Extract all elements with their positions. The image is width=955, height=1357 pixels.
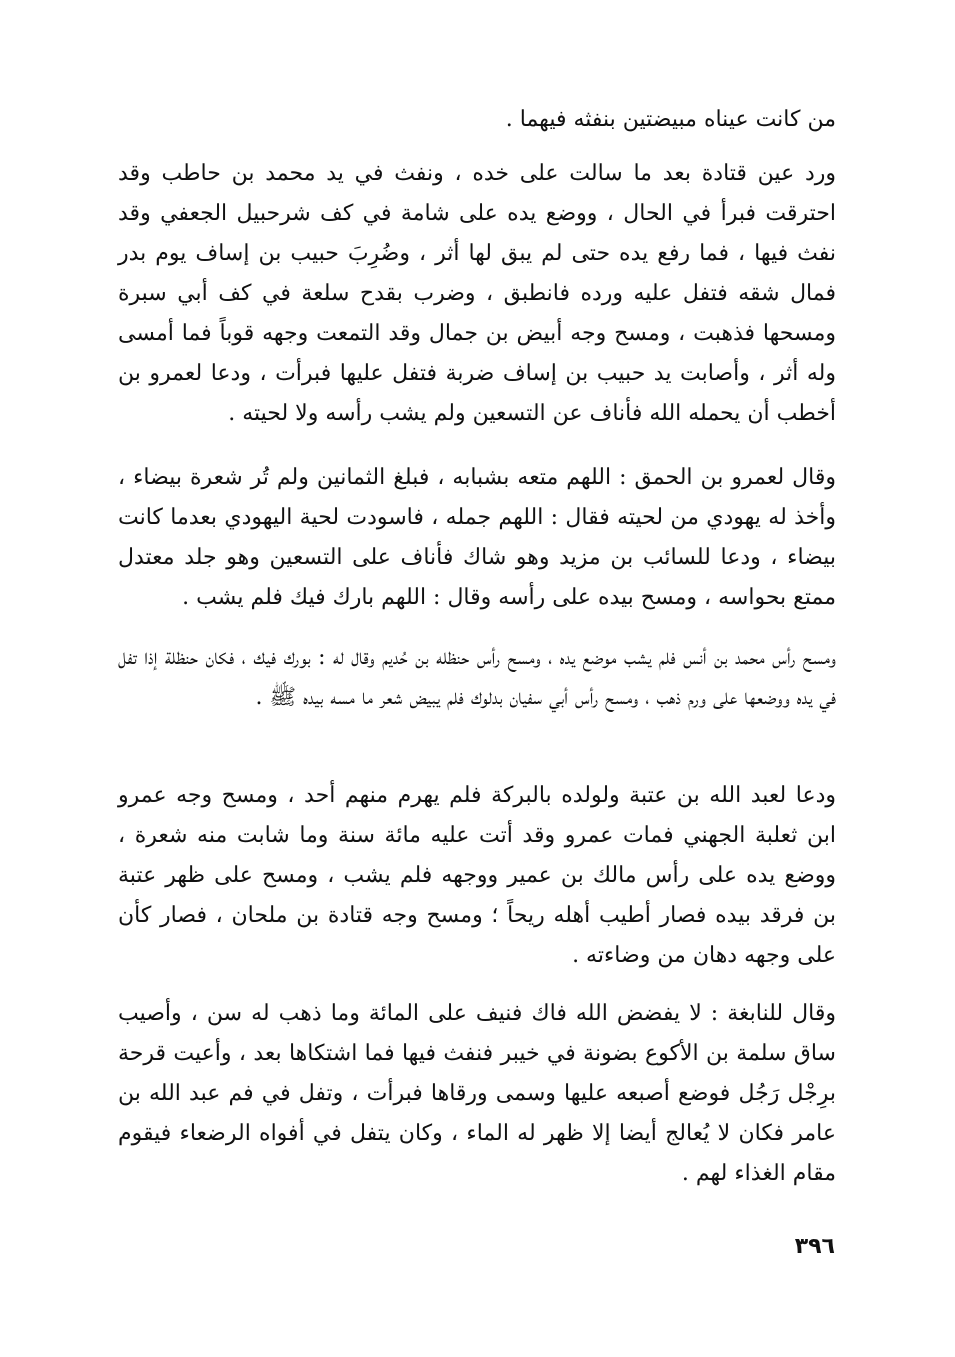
paragraph-3: ومسح رأس محمد بن أنس فلم يشب موضع يده ، ومسح رأس حنظله بن حُديم وقال له : بورك فيك ، فكان حنظلة إذا تفل في يده ووضعها على ورم ذهب ، ومسح رأس أبي سفيان بدلوك فلم يبيض شعر ما مسه بيده ﷺ . (118, 645, 836, 710)
paragraph-5: وقال للنابغة : لا يفضض الله فاك فنيف على المائة وما ذهب له سن ، وأصيب ساق سلمة بن الأكوع بضونة في خيبر فنفث فيها فما اشتكاها بعد ، وأعيت قرحة برِجْل رَجُل فوضع أصبعه عليها وسمى ورقاها فبرأت ، وتفل في فم عبد الله بن عامر فكان لا يُعالج أيضا إلا ظهر له الماء ، وكان يتفل في أفواه الرضعاء فيقوم مقام الغذاء لهم . (118, 1001, 836, 1186)
opening-line: من كانت عيناه مبيضتين بنفثه فيهما . (505, 107, 836, 132)
paragraph-1: ورد عين قتادة بعد ما سالت على خده ، ونفث في يد محمد بن حاطب وقد احترقت فبرأ في الحال ، ووضع يده على شامة في كف شرحبيل الجعفي وقد نفث فيها ، فما رفع يده حتى لم يبق لها أثر ، وضُرِبَ حبيب بن إساف يوم بدر فمال شقه فتفل عليه ورده فانطبق ، وضرب بقدح سلعة في كف أبي سبرة ومسحها فذهبت ، ومسح وجه أبيض بن جمال وقد التمعت وجهه قوباً فما أمسى وله أثر ، وأصابت يد حبيب بن إساف ضربة فتفل عليها فبرأت ، ودعا لعمرو بن أخطب أن يحمله الله فأناف عن التسعين ولم يشب رأسه ولا لحيته . (118, 161, 836, 426)
page-number: ٣٩٦ (794, 1234, 835, 1259)
paragraph-4: ودعا لعبد الله بن عتبة ولولده بالبركة فلم يهرم منهم أحد ، ومسح وجه عمرو ابن ثعلبة الجهني فمات عمرو وقد أتت عليه مائة سنة وما شابت منه شعرة ، ووضع يده على رأس مالك بن عمير ووجهه فلم يشب ، ومسح على ظهر عتبة بن فرقد بيده فصار أطيب أهله ريحاً ؛ ومسح وجه قتادة بن ملحان ، فصار كأن على وجهه دهان من وضاءته . (118, 783, 836, 968)
paragraph-2: وقال لعمرو بن الحمق : اللهم متعه بشبابه ، فبلغ الثمانين ولم تُر شعرة بيضاء ، وأخذ له يهودي من لحيته فقال : اللهم جمله ، فاسودت لحية اليهودي بعدما كانت بيضاء ، ودعا للسائب بن مزيد وهو شاك فأناف على التسعين وهو جلد معتدل ممتع بحواسه ، ومسح بيده على رأسه وقال : اللهم بارك فيك فلم يشب . (118, 465, 836, 610)
